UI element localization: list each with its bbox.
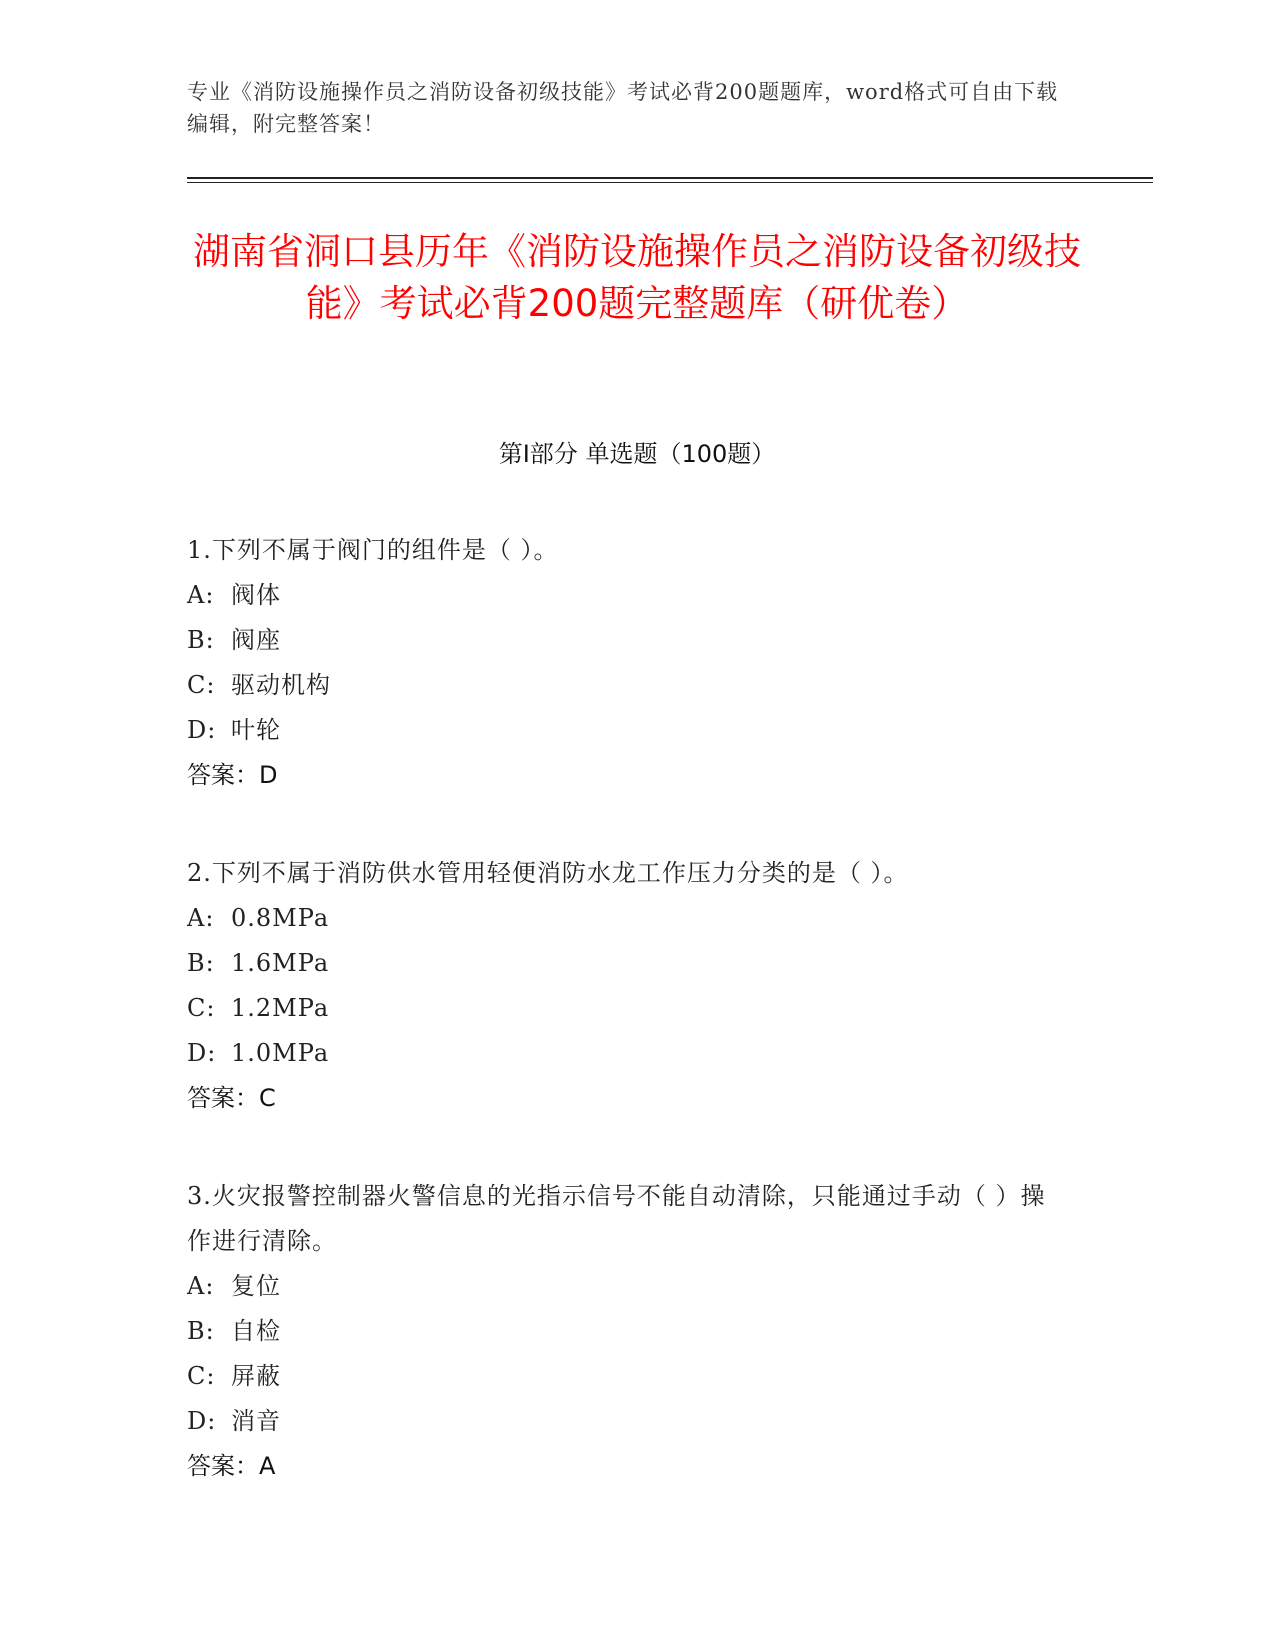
option-a <box>187 1264 1067 1309</box>
option-key: D: <box>187 1407 217 1435</box>
option-a <box>187 896 1067 941</box>
header-note: 专业《消防设施操作员之消防设备初级技能》考试必背200题题库，word格式可自由下载编辑，附完整答案！ <box>187 80 1059 136</box>
question-answer: 答案：C <box>187 1084 276 1112</box>
option-c <box>187 986 1067 1031</box>
option-key: A: <box>187 1272 215 1300</box>
option-c <box>187 663 1067 708</box>
option-key: B: <box>187 1317 215 1345</box>
question-stem: 3.火灾报警控制器火警信息的光指示信号不能自动清除，只能通过手动（ ）操作进行清除。 <box>187 1182 1046 1255</box>
option-text: 屏蔽 <box>231 1362 281 1390</box>
option-key: B: <box>187 626 215 654</box>
option-b <box>187 618 1067 663</box>
option-b <box>187 1309 1067 1354</box>
option-key: B: <box>187 949 215 977</box>
option-b <box>187 941 1067 986</box>
option-key: C: <box>187 1362 216 1390</box>
option-text: 驱动机构 <box>231 671 331 699</box>
question-3 <box>187 1174 1067 1489</box>
option-d <box>187 1399 1067 1444</box>
option-key: D: <box>187 716 217 744</box>
option-text: 自检 <box>231 1317 281 1345</box>
option-c <box>187 1354 1067 1399</box>
question-answer: 答案：D <box>187 761 278 789</box>
option-text: 叶轮 <box>231 716 281 744</box>
option-key: A: <box>187 581 215 609</box>
option-text: 1.6MPa <box>231 949 330 977</box>
header-rule-thin <box>187 182 1153 183</box>
option-text: 阀体 <box>231 581 281 609</box>
option-text: 0.8MPa <box>231 904 330 932</box>
document-title: 湖南省洞口县历年《消防设施操作员之消防设备初级技能》考试必背200题完整题库（研优卷） <box>193 230 1081 325</box>
question-2 <box>187 851 1067 1121</box>
question-answer: 答案：A <box>187 1452 276 1480</box>
question-list <box>187 528 1067 1542</box>
option-d <box>187 708 1067 753</box>
option-text: 复位 <box>231 1272 281 1300</box>
header-rule-thick <box>187 177 1153 179</box>
option-key: A: <box>187 904 215 932</box>
option-key: D: <box>187 1039 217 1067</box>
question-stem: 2.下列不属于消防供水管用轻便消防水龙工作压力分类的是（ ）。 <box>187 859 909 887</box>
option-a <box>187 573 1067 618</box>
option-text: 阀座 <box>231 626 281 654</box>
question-stem: 1.下列不属于阀门的组件是（ ）。 <box>187 536 559 564</box>
option-text: 1.2MPa <box>231 994 330 1022</box>
option-key: C: <box>187 671 216 699</box>
option-text: 消音 <box>231 1407 281 1435</box>
option-text: 1.0MPa <box>231 1039 330 1067</box>
question-1 <box>187 528 1067 798</box>
option-d <box>187 1031 1067 1076</box>
option-key: C: <box>187 994 216 1022</box>
section-title: 第Ⅰ部分 单选题（100题） <box>498 440 776 468</box>
